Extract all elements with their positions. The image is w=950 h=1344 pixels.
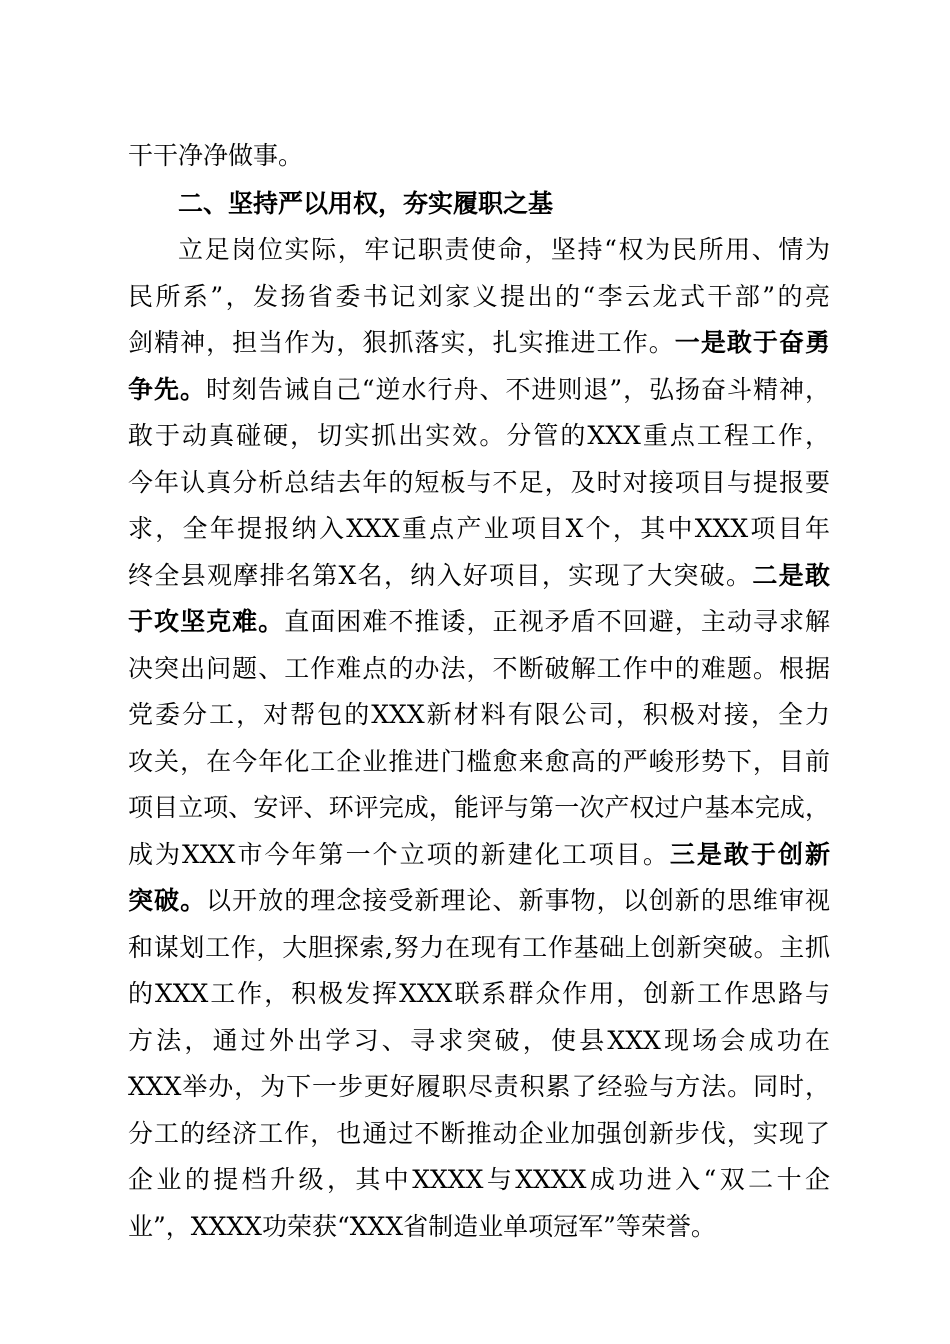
paragraph-line bbox=[128, 604, 830, 640]
paragraph-line: 民所系”，发扬省委书记刘家义提出的“李云龙式干部”的亮 bbox=[128, 282, 830, 311]
paragraph-line bbox=[128, 372, 830, 408]
paragraph-line: 业”，XXXX功荣获“XXX省制造业单项冠军”等荣誉。 bbox=[128, 1212, 716, 1241]
paragraph-text: 直面困难不推诿，正视矛盾不回避，主动寻求解 bbox=[284, 607, 830, 636]
paragraph-line bbox=[128, 325, 830, 361]
paragraph-line: 方法，通过外出学习、寻求突破，使县XXX现场会成功在 bbox=[128, 1026, 830, 1055]
paragraph-line: 攻关，在今年化工企业推进门槛愈来愈高的严峻形势下，目前 bbox=[128, 747, 830, 776]
paragraph-line: 求，全年提报纳入XXX重点产业项目X个，其中XXX项目年 bbox=[128, 514, 830, 543]
paragraph-line: 敢于动真碰硬，切实抓出实效。分管的XXX重点工程工作， bbox=[128, 421, 830, 450]
paragraph-line: 项目立项、安评、环评完成，能评与第一次产权过户基本完成， bbox=[128, 793, 830, 822]
paragraph-line: 今年认真分析总结去年的短板与不足，及时对接项目与提报要 bbox=[128, 468, 830, 497]
continuation-line: 干干净净做事。 bbox=[128, 141, 304, 170]
paragraph-line bbox=[128, 883, 830, 919]
paragraph-text: 剑精神，担当作为，狠抓落实，扎实推进工作。 bbox=[128, 328, 675, 357]
paragraph-line: 党委分工，对帮包的XXX新材料有限公司，积极对接，全力 bbox=[128, 700, 830, 729]
paragraph-line: 企业的提档升级，其中XXXX与XXXX成功进入“双二十企 bbox=[128, 1165, 830, 1194]
section-heading: 二、坚持严以用权，夯实履职之基 bbox=[178, 189, 554, 218]
paragraph-line: 的XXX工作，积极发挥XXX联系群众作用，创新工作思路与 bbox=[128, 979, 830, 1008]
paragraph-line: 立足岗位实际，牢记职责使命，坚持“权为民所用、情为 bbox=[178, 235, 830, 264]
paragraph-text: 时刻告诫自己“逆水行舟、不进则退”，弘扬奋斗精神， bbox=[205, 375, 830, 404]
key-point-one-a: 一是敢于奋勇 bbox=[674, 328, 830, 357]
paragraph-line bbox=[128, 837, 830, 873]
key-point-two-b: 于攻坚克难。 bbox=[128, 607, 285, 636]
key-point-two-a: 二是敢 bbox=[752, 561, 830, 590]
key-point-three-b: 突破。 bbox=[128, 886, 207, 915]
paragraph-line: XXX举办，为下一步更好履职尽责积累了经验与方法。同时， bbox=[128, 1072, 830, 1101]
paragraph-text: 以开放的理念接受新理论、新事物，以创新的思维审视 bbox=[206, 886, 830, 915]
paragraph-line: 分工的经济工作，也通过不断推动企业加强创新步伐，实现了 bbox=[128, 1119, 830, 1148]
paragraph-line: 和谋划工作，大胆探索,努力在现有工作基础上创新突破。主抓 bbox=[128, 933, 830, 962]
paragraph-text: 成为XXX市今年第一个立项的新建化工项目。 bbox=[128, 840, 670, 869]
key-point-three-a: 三是敢于创新 bbox=[669, 840, 830, 869]
paragraph-text: 终全县观摩排名第X名，纳入好项目，实现了大突破。 bbox=[128, 561, 753, 590]
key-point-one-b: 争先。 bbox=[128, 375, 206, 404]
paragraph-line bbox=[128, 558, 830, 594]
paragraph-line: 决突出问题、工作难点的办法，不断破解工作中的难题。根据 bbox=[128, 654, 830, 683]
